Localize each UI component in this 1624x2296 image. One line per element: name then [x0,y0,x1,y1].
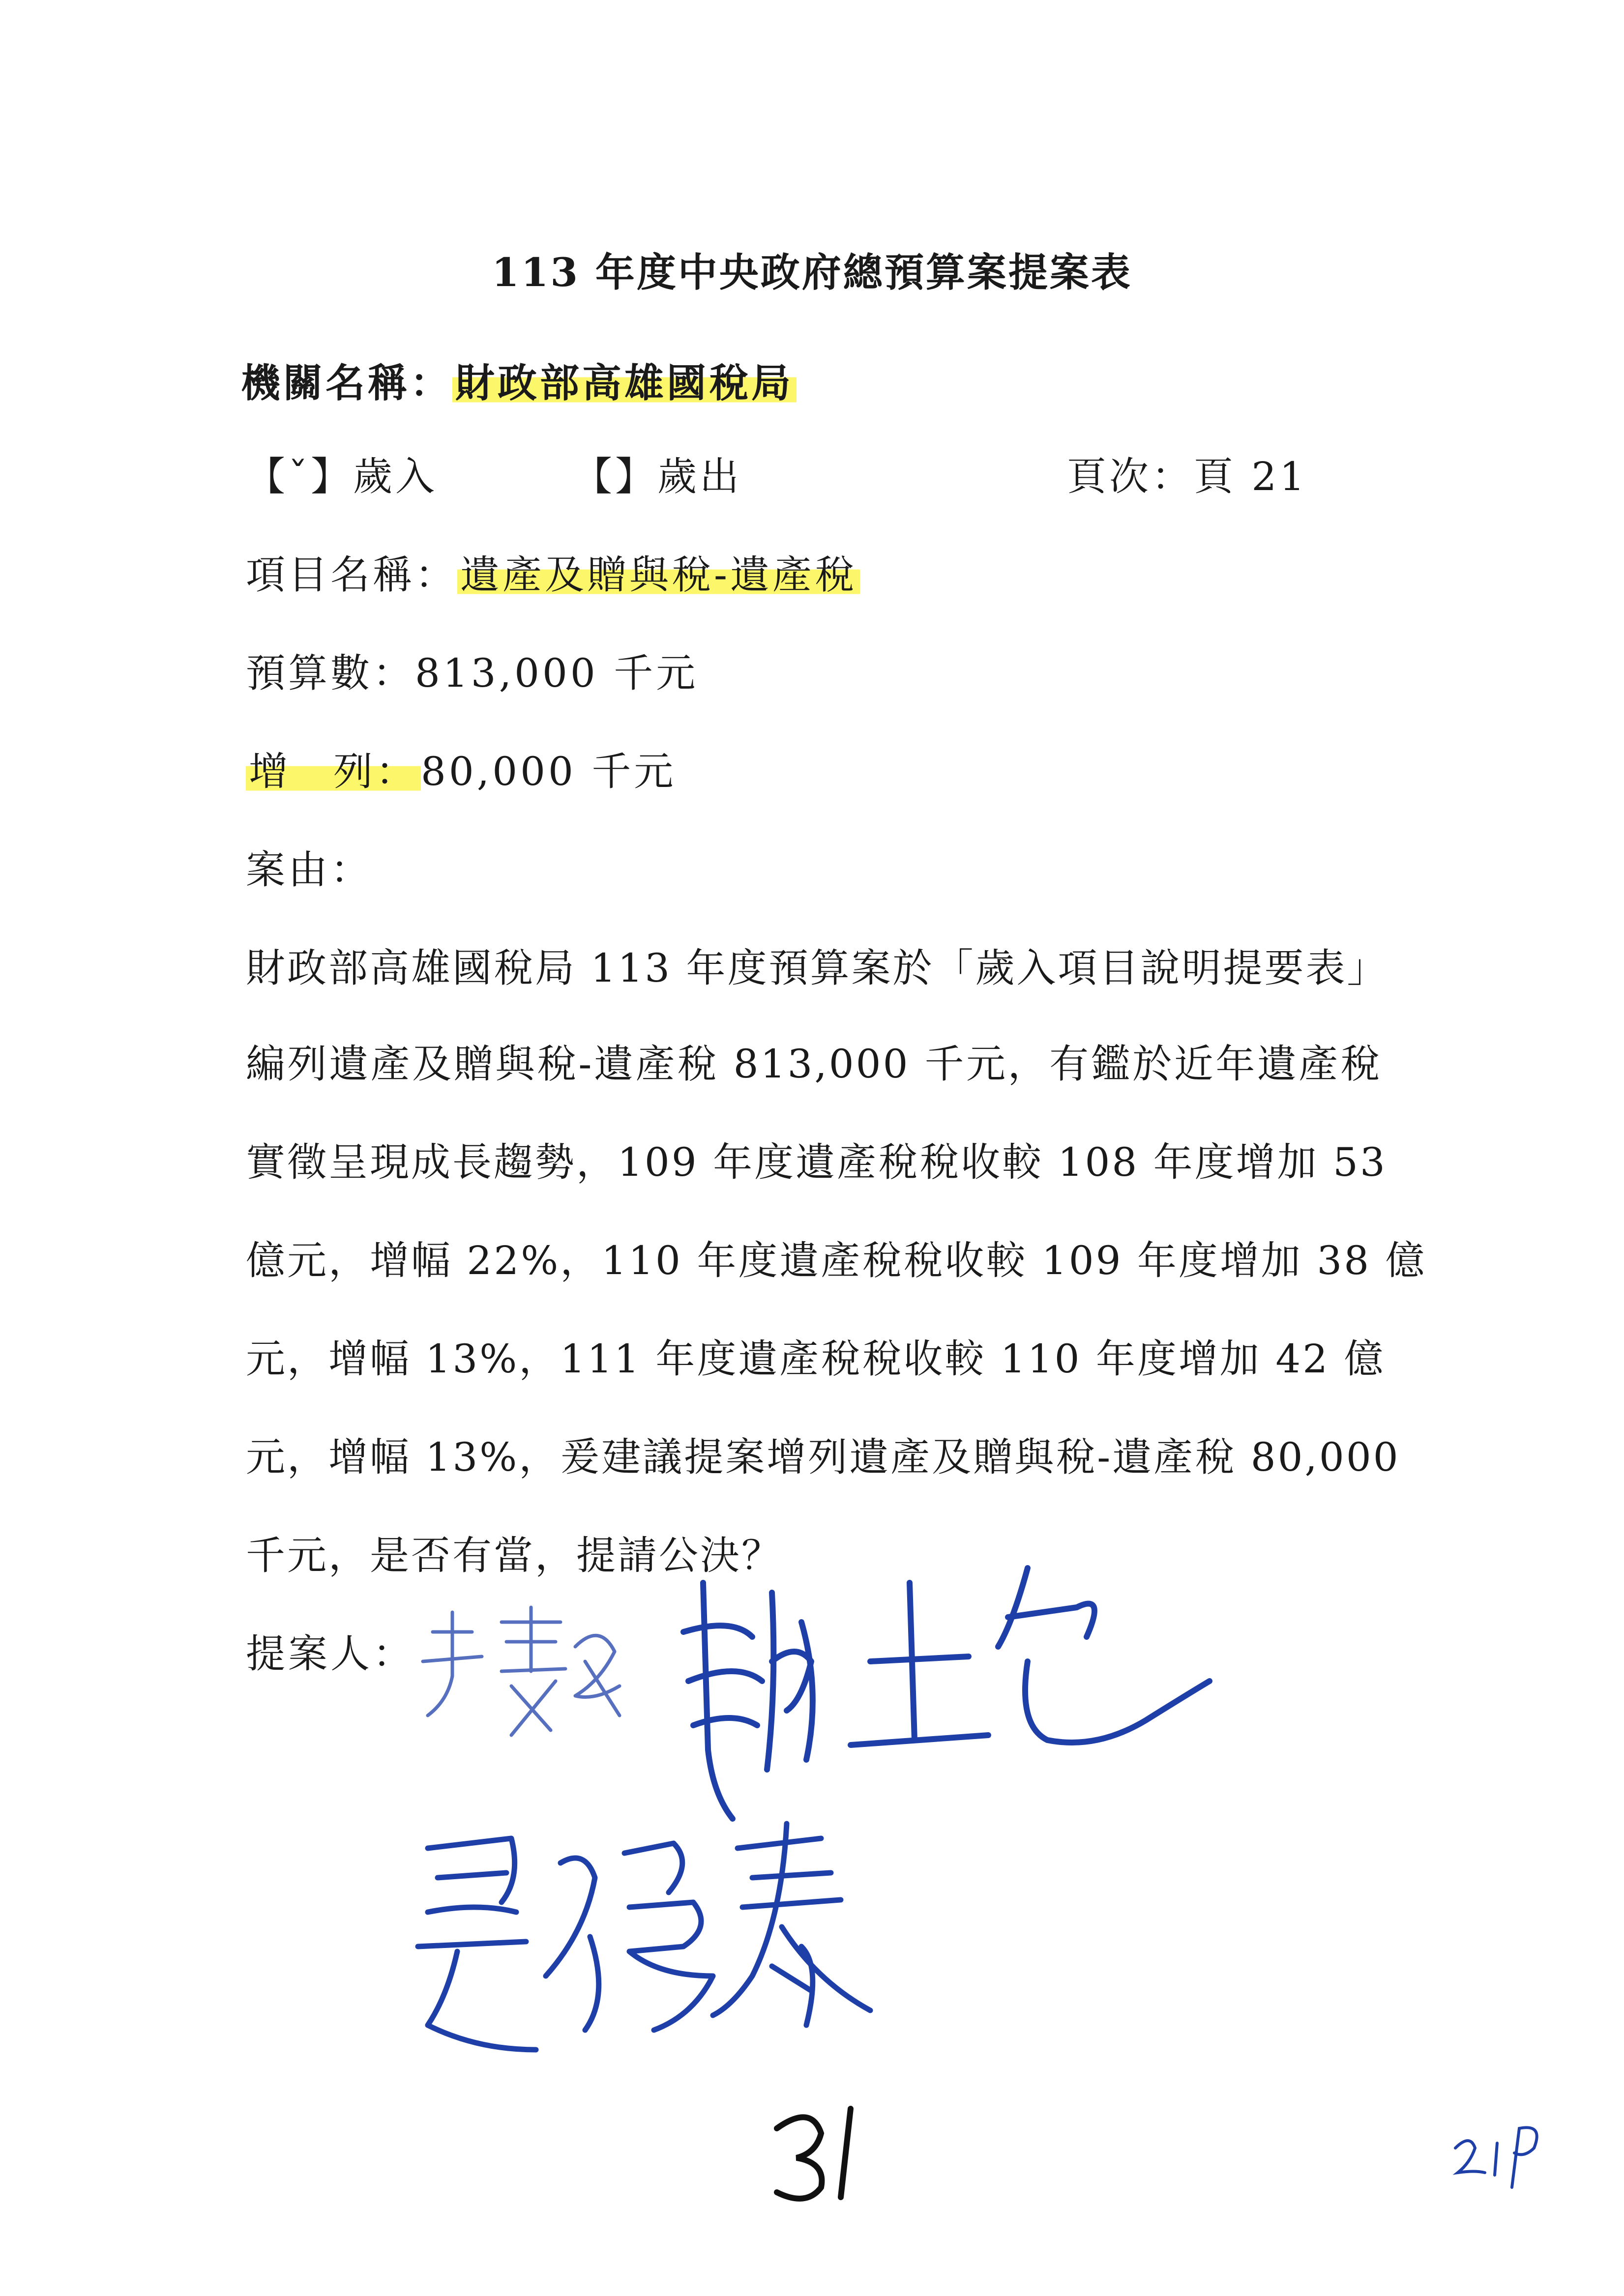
proposer-label: 提案人： [246,1631,415,1677]
agency-label: 機關名稱： [241,360,452,406]
page-ref-value: 頁 21 [1194,454,1308,499]
document-title: 113 年度中央政府總預算案提案表 [492,249,1132,295]
signature-1 [413,1602,629,1750]
reason-line-7: 千元，是否有當，提請公決？ [246,1533,783,1578]
reason-label: 案由： [246,847,373,893]
handwritten-page-note-drawing [1450,2119,1549,2192]
page-ref-label: 頁次： [1067,454,1194,499]
revenue-option [246,445,438,501]
signature-2 [674,1563,1214,1838]
revenue-checkbox: 【ˇ】 [246,454,353,499]
budget-value: 813,000 千元 [415,650,699,696]
reason-line-1: 財政部高雄國稅局 113 年度預算案於「歲入項目說明提要表」 [246,945,1388,991]
increase-row [246,740,676,796]
handwritten-page-number-drawing [767,2099,875,2207]
reason-line-2: 編列遺產及贈與稅-遺產稅 813,000 千元，有鑑於近年遺產稅 [246,1041,1382,1087]
expenditure-label: 歲出 [657,454,742,499]
increase-label: 增 列： [246,749,421,794]
item-row [246,543,860,600]
expenditure-checkbox: 【】 [573,454,657,499]
agency-value: 財政部高雄國稅局 [452,360,797,406]
signature-3 [398,1819,890,2074]
expenditure-option [573,445,742,501]
agency-row [241,351,797,408]
budget-row [246,641,698,698]
revenue-label: 歲入 [353,454,438,499]
reason-line-3: 實徵呈現成長趨勢，109 年度遺產稅稅收較 108 年度增加 53 [246,1139,1387,1185]
budget-label: 預算數： [246,650,415,696]
item-label: 項目名稱： [246,552,457,598]
reason-line-4: 億元，增幅 22%，110 年度遺產稅稅收較 109 年度增加 38 億 [246,1238,1427,1283]
reason-line-6: 元，增幅 13%，爰建議提案增列遺產及贈與稅-遺產稅 80,000 [246,1434,1400,1480]
item-value: 遺產及贈與稅-遺產稅 [457,552,860,598]
page-ref [1067,445,1307,501]
increase-value: 80,000 千元 [421,749,677,794]
reason-line-5: 元，增幅 13%，111 年度遺產稅稅收較 110 年度增加 42 億 [246,1336,1386,1382]
